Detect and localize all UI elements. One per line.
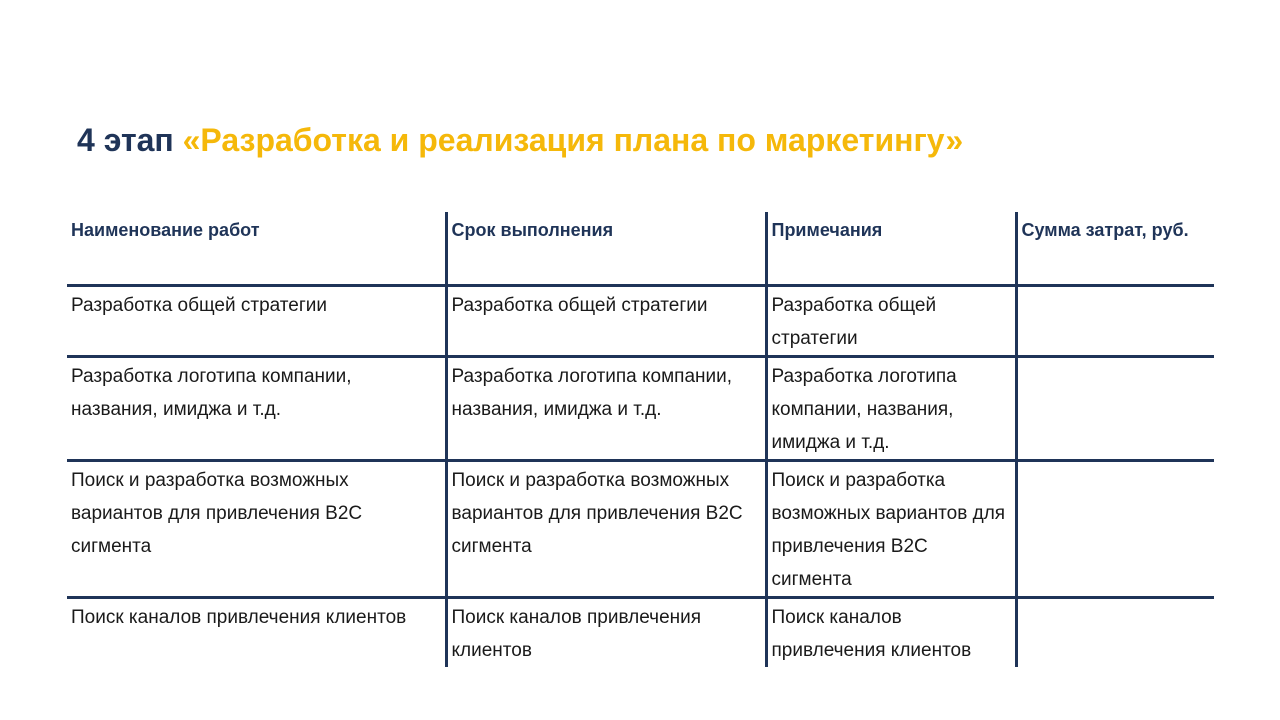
cell-cost bbox=[1016, 598, 1214, 668]
title-stage-prefix: 4 этап bbox=[77, 122, 183, 158]
marketing-plan-table bbox=[67, 212, 1214, 667]
cell-deadline: Поиск каналов привлечения клиентов bbox=[446, 598, 766, 668]
cell-notes: Разработка логотипа компании, названия, имиджа и т.д. bbox=[766, 357, 1016, 461]
cell-deadline: Разработка логотипа компании, названия, имиджа и т.д. bbox=[446, 357, 766, 461]
table-row bbox=[67, 461, 1214, 598]
table-row bbox=[67, 357, 1214, 461]
cell-work-name: Поиск и разработка возможных вариантов для привлечения B2C сигмента bbox=[67, 461, 446, 598]
table-row bbox=[67, 598, 1214, 668]
cell-work-name: Разработка логотипа компании, названия, имиджа и т.д. bbox=[67, 357, 446, 461]
header-deadline: Срок выполнения bbox=[446, 212, 766, 286]
cell-notes: Поиск каналов привлечения клиентов bbox=[766, 598, 1016, 668]
cell-deadline: Поиск и разработка возможных вариантов для привлечения B2C сигмента bbox=[446, 461, 766, 598]
slide-title bbox=[77, 120, 963, 160]
cell-notes: Поиск и разработка возможных вариантов для привлечения B2C сигмента bbox=[766, 461, 1016, 598]
table-row bbox=[67, 286, 1214, 357]
cell-deadline: Разработка общей стратегии bbox=[446, 286, 766, 357]
title-stage-name: «Разработка и реализация плана по маркетингу» bbox=[182, 122, 964, 158]
table-header-row bbox=[67, 212, 1214, 286]
header-work-name: Наименование работ bbox=[67, 212, 446, 286]
cell-cost bbox=[1016, 357, 1214, 461]
cell-notes: Разработка общей стратегии bbox=[766, 286, 1016, 357]
cell-cost bbox=[1016, 461, 1214, 598]
header-cost: Сумма затрат, руб. bbox=[1016, 212, 1214, 286]
cell-work-name: Поиск каналов привлечения клиентов bbox=[71, 607, 407, 628]
cell-cost bbox=[1016, 286, 1214, 357]
header-notes: Примечания bbox=[766, 212, 1016, 286]
cell-work-name: Разработка общей стратегии bbox=[67, 286, 446, 357]
